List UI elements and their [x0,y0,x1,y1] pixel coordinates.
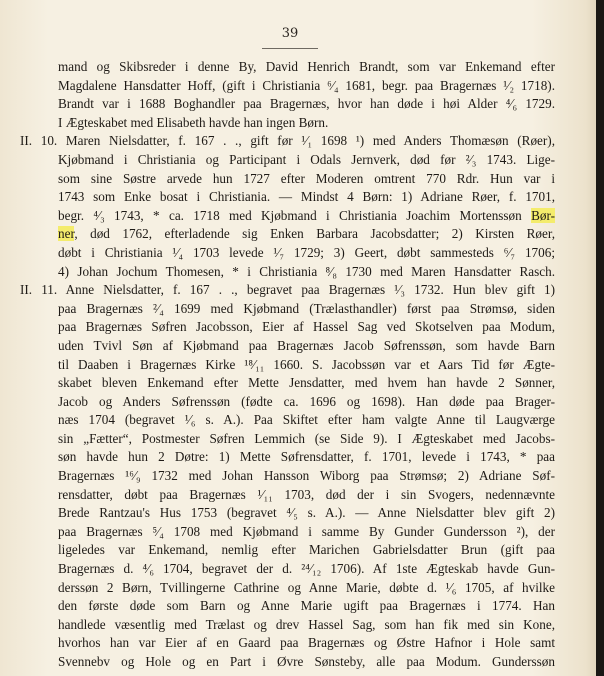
text-line: rensdatter, døbt paa Bragernæs ¹⁄₁₁ 1703, død der i sin Svogers, nedennævnte [58,486,555,502]
text-line: som sine Søstre arvede hun 1727 efter Moderen omtrent 770 Rdr. Hun var i [58,170,555,186]
text-line: paa Bragernæs ²⁄₄ 1699 med Kjøbmand (Trælasthandler) først paa Strømsø, siden [58,300,555,316]
text-line: paa Bragernæs ⁵⁄₄ 1708 med Kjøbmand i samme By Gunder Gundersson ²), der [58,523,555,539]
text-line: Magdalene Hansdatter Hoff, (gift i Christiania ⁶⁄₄ 1681, begr. paa Bragernæs ¹⁄₂ 1718). [58,77,555,93]
text-line: Svennebv og Hole og en Part i Øvre Sønsteby, alle paa Modum. Gunderssøn [58,654,555,669]
highlighted-text-line: ner, død 1762, efterladende sig Enken Barbara Jacobsdatter; 2) Kirsten Røer, [58,226,555,242]
text-line: paa Bragernæs Søfren Jacobsson, Eier af Hassel Sag ved Skotselven paa Modum, [58,319,555,335]
body-text [20,58,555,672]
text-line: Brandt var i 1688 Boghandler paa Bragernæs, hvor han døde i høi Alder ⁴⁄₆ 1729. [58,96,555,112]
highlighted-word: ner [58,226,75,242]
text-line: hvorhos han var Eier af en Gaard paa Bragernæs og Østre Hafnor i Hole samt [58,635,555,651]
text-line: Brede Rantzau's Hus 1753 (begravet ⁴⁄₅ s. A.). — Anne Nielsdatter blev gift 2) [58,505,555,521]
entry-heading-line: II. 11. Anne Nielsdatter, f. 167 . ., begravet paa Bragernæs ¹⁄₃ 1732. Hun blev gift 1) [20,282,555,298]
text-line: begr. ⁴⁄₃ 1743, * ca. 1718 med Kjøbmand i Christiania Joachim Mortenssøn Bør- [58,207,555,223]
entry-heading-line: II. 10. Maren Nielsdatter, f. 167 . ., gift før ¹⁄₁ 1698 ¹) med Anders Thomæsøn (Røer), [20,133,555,149]
page-edge-shadow [596,0,604,676]
text-line: 1743 som Enke bosat i Christiania. — Mindst 4 Børn: 1) Adriane Røer, f. 1701, [58,189,555,205]
text-line: Jacob og Anders Søfrenssøn (fødte ca. 1696 og 1698). Han døde paa Brager- [58,393,555,409]
text-line: Bragernæs d. ⁴⁄₆ 1704, begravet der d. ²⁴⁄₁₂ 1706). Af 1ste Ægteskab havde Gun- [58,561,555,577]
text-line: til Daaben i Bragernæs Kirke ¹⁸⁄₁₁ 1660. S. Jacobssøn var et Aars Tid før Ægte- [58,356,555,372]
text-line: derssøn 2 Børn, Tvillingerne Cathrine og Anne Marie, døbte d. ¹⁄₆ 1705, af hvilke [58,579,555,595]
text-line: I Ægteskabet med Elisabeth havde han ingen Børn. [58,114,329,130]
text-line: uden Tvivl Søn af Kjøbmand paa Bragernæs Jacob Søfrenssøn, som havde Barn [58,337,555,353]
text-line: søn havde hun 2 Døtre: 1) Mette Søfrensdatter, f. 1701, levede i 1743, * paa [58,449,555,465]
text-line: skabet bleven Enkemand efter Mette Jensdatter, med hvem han havde 2 Sønner, [58,375,555,391]
text-line: handlede væsentlig med Trælast og drev Hassel Sag, som han fik med sin Kone, [58,616,555,632]
header-rule [262,48,318,49]
page-number: 39 [281,26,299,41]
highlighted-word: Bør- [531,207,555,223]
text-line: døbt i Christiania ¹⁄₄ 1703 levede ¹⁄₇ 1729; 3) Geert, døbt sammesteds ⁶⁄₇ 1706; [58,244,555,260]
text-line: 4) Johan Jochum Thomesen, * i Christiania ⁸⁄₈ 1730 med Maren Hansdatter Rasch. [58,263,555,279]
text-line: mand og Skibsreder i denne By, David Henrich Brandt, som var Enkemand efter [58,59,555,74]
text-line: Bragernæs ¹⁶⁄₉ 1732 med Johan Hansson Wiborg paa Strømsø; 2) Adriane Søf- [58,468,555,484]
text-line: Kjøbmand i Christiania og Participant i Odals Jernverk, død før ²⁄₃ 1743. Lige- [58,151,555,167]
text-line: den første døde som Barn og Anne Marie ugift paa Bragernæs i 1774. Han [58,598,555,614]
text-line: næs 1704 (begravet ¹⁄₆ s. A.). Paa Skiftet efter ham valgte Anne til Laugværge [58,412,555,428]
text-line: sin „Fætter“, Postmester Søfren Lemmich (se Side 9). I Ægteskabet med Jacobs- [58,430,555,446]
text-line: ligeledes var Enkemand, nemlig efter Marichen Gabrielsdatter Brun (gift paa [58,542,555,558]
